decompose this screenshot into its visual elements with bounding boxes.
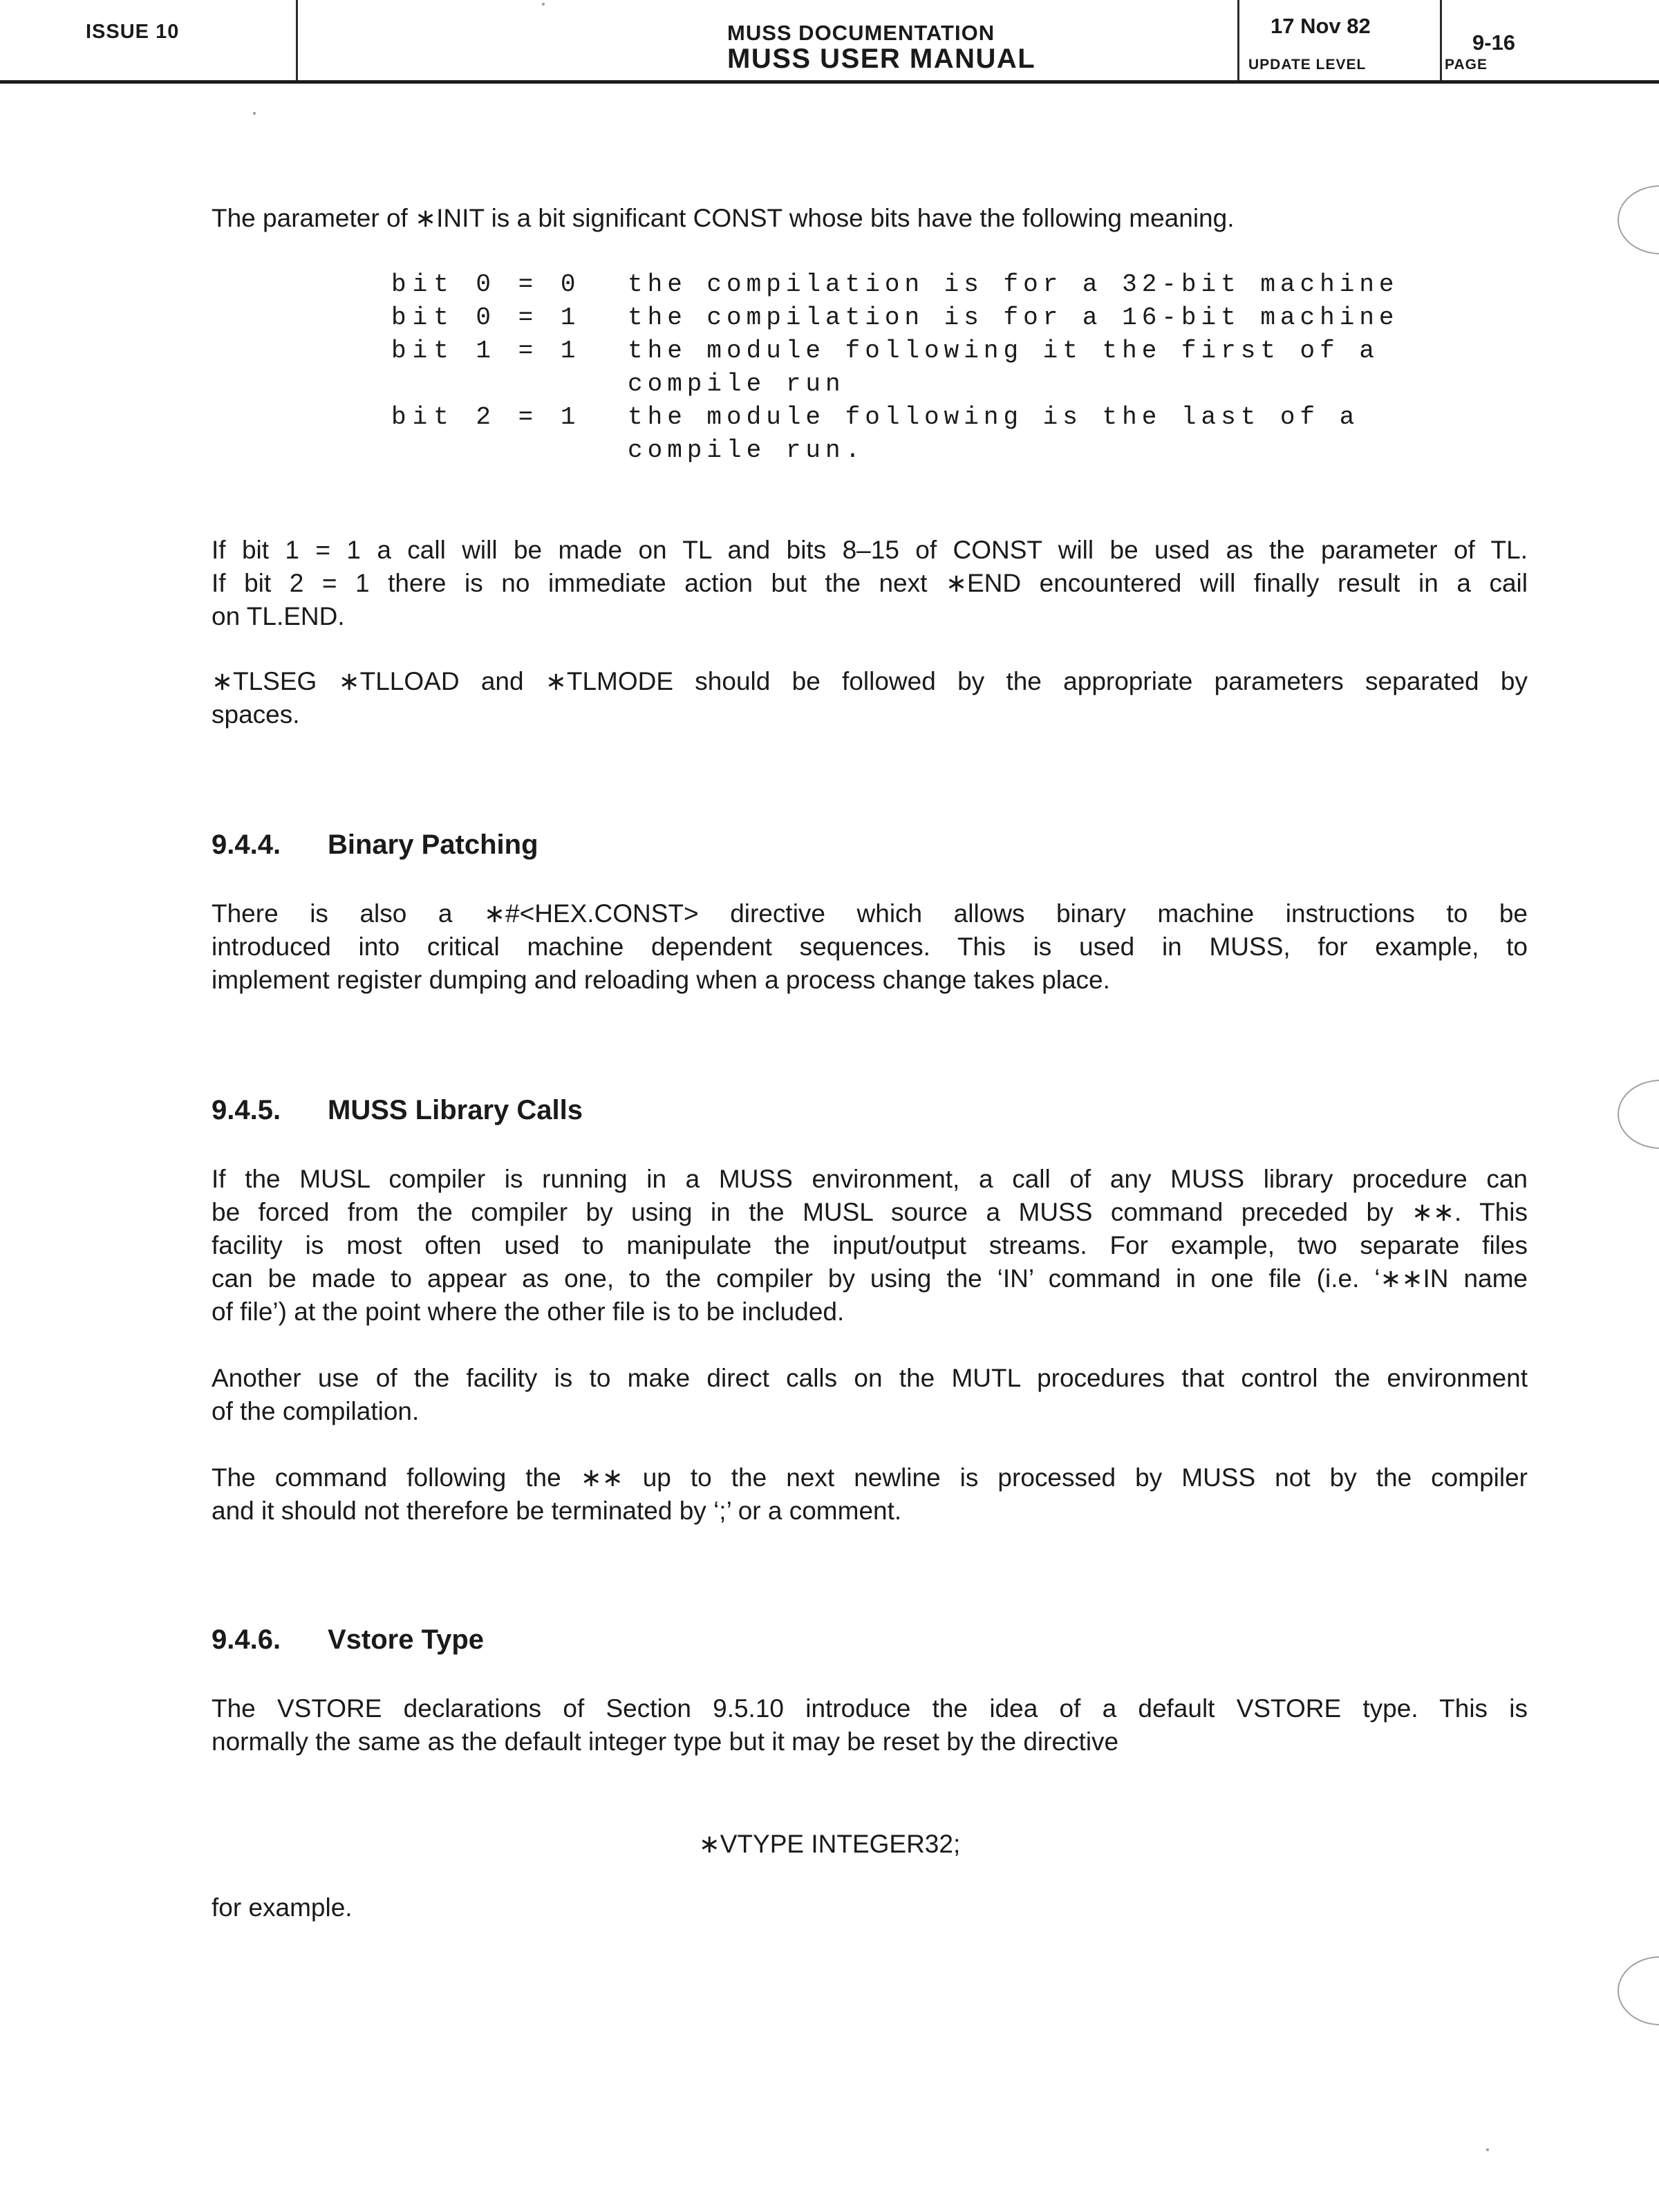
bit-row bbox=[391, 268, 1399, 301]
scan-speck bbox=[1486, 2148, 1489, 2151]
bit-row bbox=[391, 301, 1399, 335]
bit-row bbox=[391, 401, 1399, 434]
text-line: The parameter of ∗INIT is a bit significant CONST whose bits have the following meaning. bbox=[212, 204, 1235, 232]
bit-condition: bit 0 = 1 bbox=[391, 303, 582, 332]
bit-meaning: compile run. bbox=[628, 436, 865, 465]
binder-hole bbox=[1618, 185, 1659, 254]
scan-speck bbox=[542, 3, 545, 6]
bit-row bbox=[391, 335, 1399, 368]
section-number: 9.4.5. bbox=[212, 1095, 281, 1125]
bit-row-continuation bbox=[391, 434, 1399, 467]
text-line: ∗TLSEG ∗TLLOAD and ∗TLMODE should be followed by the appropriate parameters separated by bbox=[212, 667, 1528, 695]
binder-hole bbox=[1618, 1956, 1659, 2025]
section-number: 9.4.6. bbox=[212, 1624, 281, 1655]
section-heading-muss-library-calls bbox=[212, 1095, 583, 1126]
bit-meaning: the module following is the last of a bbox=[628, 403, 1360, 431]
binder-hole bbox=[1618, 1080, 1659, 1149]
header-divider bbox=[1237, 0, 1239, 82]
text-line: on TL.END. bbox=[212, 602, 345, 630]
bit-meaning: the compilation is for a 16-bit machine bbox=[628, 303, 1399, 332]
binary-patching-paragraph bbox=[212, 897, 1528, 997]
document-title: MUSS USER MANUAL bbox=[727, 44, 1036, 74]
bit-condition: bit 2 = 1 bbox=[391, 403, 582, 431]
bit-meaning-table bbox=[391, 268, 1399, 467]
mutl-paragraph bbox=[212, 1362, 1528, 1428]
library-calls-paragraph bbox=[212, 1163, 1528, 1329]
bit-condition-empty bbox=[391, 434, 628, 467]
bit-condition: bit 0 = 0 bbox=[391, 270, 582, 299]
code-example: ∗VTYPE INTEGER32; bbox=[698, 1830, 961, 1858]
section-title: Binary Patching bbox=[328, 830, 538, 860]
header-divider bbox=[296, 0, 298, 82]
intro-paragraph bbox=[212, 202, 1528, 235]
header-rule bbox=[0, 80, 1659, 84]
bits-explained-paragraph bbox=[212, 534, 1528, 633]
bit-row-continuation bbox=[391, 368, 1399, 401]
trailing-paragraph bbox=[212, 1891, 1528, 1924]
bit-meaning: the compilation is for a 32-bit machine bbox=[628, 270, 1399, 299]
page-header bbox=[0, 0, 1659, 84]
document-title-block bbox=[727, 22, 1035, 73]
text-line: and it should not therefore be terminated by ‘;’ or a comment. bbox=[212, 1497, 902, 1525]
bit-condition: bit 1 = 1 bbox=[391, 337, 582, 365]
text-line: of file’) at the point where the other file is to be included. bbox=[212, 1297, 845, 1326]
text-line: for example. bbox=[212, 1893, 353, 1922]
section-number: 9.4.4. bbox=[212, 830, 281, 860]
command-paragraph bbox=[212, 1461, 1528, 1528]
text-line: If the MUSL compiler is running in a MUSS environment, a call of any MUSS library procedure can bbox=[212, 1165, 1528, 1193]
text-line: The VSTORE declarations of Section 9.5.10 introduce the idea of a default VSTORE type. This is bbox=[212, 1694, 1528, 1723]
section-heading-vstore-type bbox=[212, 1624, 484, 1656]
page-number: 9-16 bbox=[1472, 30, 1516, 55]
text-line: of the compilation. bbox=[212, 1397, 420, 1425]
page-label: PAGE bbox=[1445, 57, 1488, 73]
text-line: introduced into critical machine dependent sequences. This is used in MUSS, for example, to bbox=[212, 932, 1528, 961]
text-line: normally the same as the default integer type but it may be reset by the directive bbox=[212, 1727, 1119, 1756]
update-date: 17 Nov 82 bbox=[1271, 14, 1371, 38]
text-line: The command following the ∗∗ up to the next newline is processed by MUSS not by the compiler bbox=[212, 1463, 1528, 1492]
text-line: If bit 2 = 1 there is no immediate action but the next ∗END encountered will finally result in a cail bbox=[212, 569, 1528, 597]
section-title: Vstore Type bbox=[328, 1624, 484, 1655]
scan-speck bbox=[253, 112, 256, 115]
text-line: If bit 1 = 1 a call will be made on TL and bits 8–15 of CONST will be used as the parameter of TL. bbox=[212, 536, 1528, 564]
text-line: spaces. bbox=[212, 700, 300, 729]
section-heading-binary-patching bbox=[212, 830, 538, 861]
text-line: can be made to appear as one, to the compiler by using the ‘IN’ command in one file (i.e. ‘∗∗IN name bbox=[212, 1264, 1528, 1293]
text-line: facility is most often used to manipulate the input/output streams. For example, two separate files bbox=[212, 1231, 1528, 1259]
bit-meaning: compile run bbox=[628, 370, 845, 398]
text-line: be forced from the compiler by using in the MUSL source a MUSS command preceded by ∗∗. This bbox=[212, 1198, 1528, 1226]
bit-condition-empty bbox=[391, 368, 628, 401]
update-level-label: UPDATE LEVEL bbox=[1248, 57, 1367, 73]
document-series: MUSS DOCUMENTATION bbox=[727, 21, 995, 45]
issue-number: ISSUE 10 bbox=[86, 21, 180, 43]
header-divider bbox=[1440, 0, 1442, 82]
bit-meaning: the module following it the first of a bbox=[628, 337, 1379, 365]
text-line: implement register dumping and reloading when a process change takes place. bbox=[212, 966, 1110, 994]
vstore-paragraph bbox=[212, 1692, 1528, 1759]
text-line: There is also a ∗#<HEX.CONST> directive which allows binary machine instructions to be bbox=[212, 899, 1528, 928]
tl-params-paragraph bbox=[212, 665, 1528, 731]
text-line: Another use of the facility is to make direct calls on the MUTL procedures that control the environment bbox=[212, 1364, 1528, 1392]
section-title: MUSS Library Calls bbox=[328, 1095, 583, 1125]
